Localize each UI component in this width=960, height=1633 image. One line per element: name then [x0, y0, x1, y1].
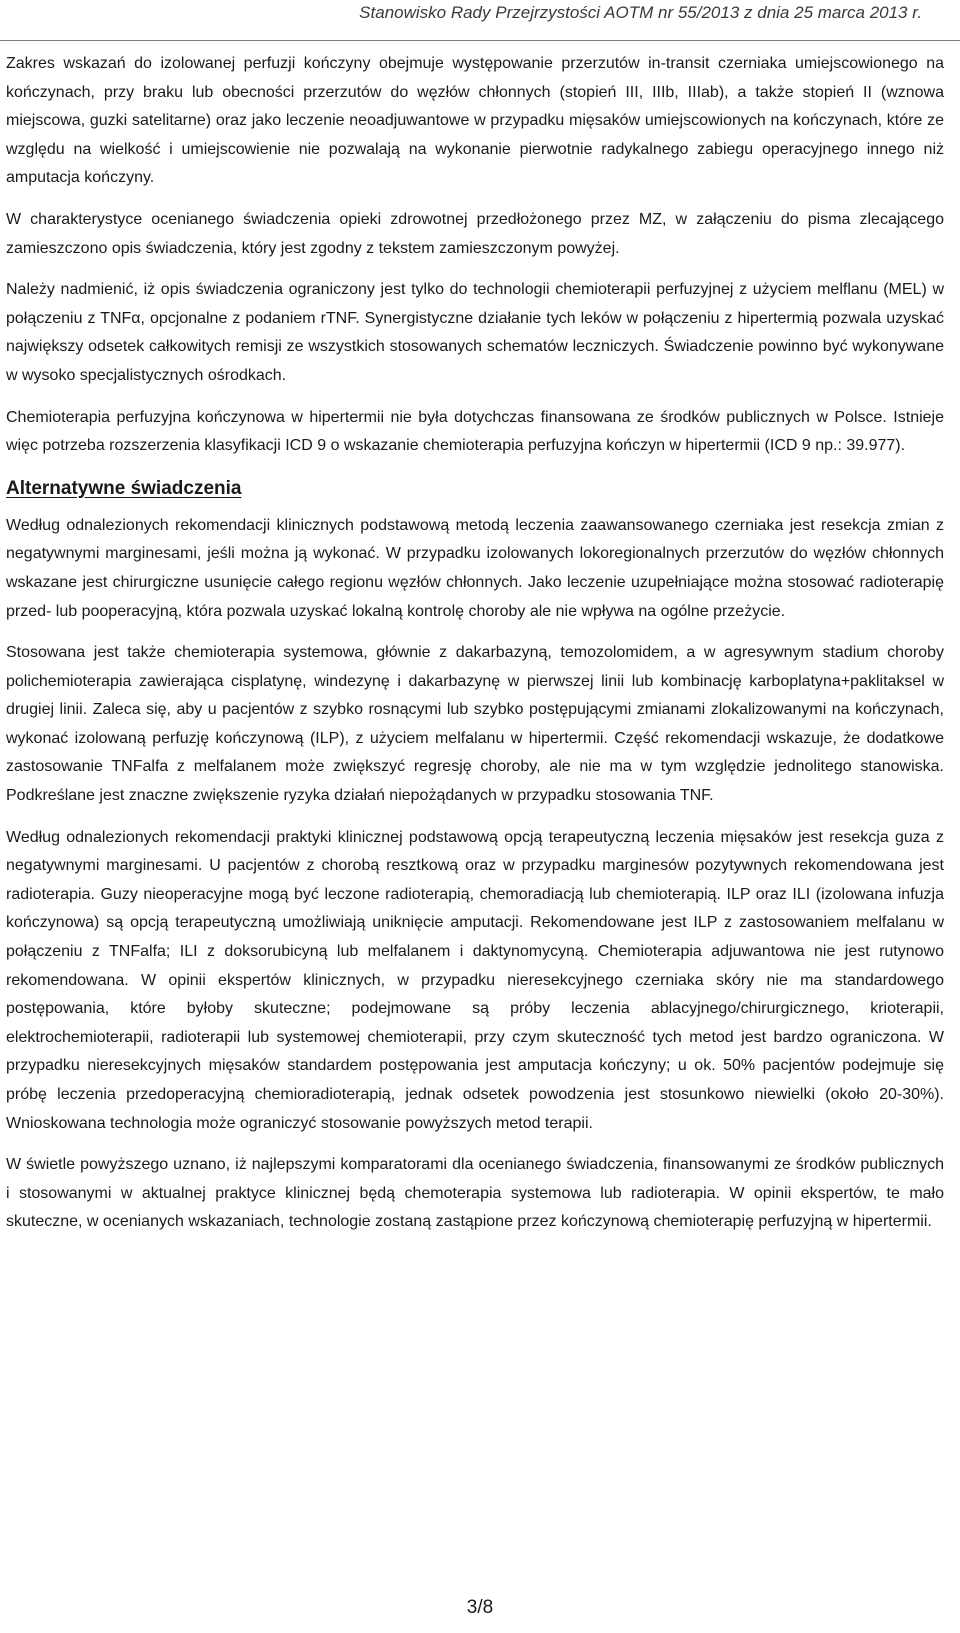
alternatives-section [6, 474, 944, 1237]
page-number: 3/8 [466, 1597, 494, 1618]
section-heading: Alternatywne świadczenia [6, 477, 242, 499]
page-footer [0, 1589, 960, 1633]
page-header [0, 0, 960, 41]
paragraph: Według odnalezionych rekomendacji praktyki klinicznej podstawową opcją terapeutyczną leczenia mięsaków jest resekcja guza z negatywnymi marginesami. U pacjentów z chorobą resztkową oraz w przypadku marginesów pozytywnych rekomendowana jest radioterapia. Guzy nieoperacyjne mogą być leczone radioterapią, chemoradiacją lub chemioterapią. ILP oraz ILI (izolowana infuzja kończynowa) są opcją terapeutyczną umożliwiają uniknięcie amputacji. Rekomendowane jest ILP z zastosowaniem melfalanu w połączeniu z TNFalfa; ILI z doksorubicyną lub melfalanem i daktynomycyną. Chemioterapia adjuwantowa nie jest rutynowo rekomendowana. W opinii ekspertów klinicznych, w przypadku nieresekcyjnego czerniaka skóry nie ma standardowego postępowania, które byłoby skuteczne; podejmowane są próby leczenia ablacyjnego/chirurgicznego, krioterapii, elektrochemioterapii, radioterapii lub systemowej chemioterapii, przy czym skuteczność tych metod jest bardzo ograniczona. W przypadku nieresekcyjnych mięsaków standardem postępowania jest amputacja kończyny; u ok. 50% pacjentów podejmuje się próbę leczenia przedoperacyjną chemioradioterapią, jednak odsetek powodzenia jest stosunkowo niewielki (około 20-30%). Wnioskowana technologia może ograniczyć stosowanie powyższych metod terapii. [6, 828, 944, 1132]
scope-section [6, 50, 944, 461]
paragraph: W świetle powyższego uznano, iż najlepszymi komparatorami dla ocenianego świadczenia, finansowanymi ze środków publicznych i stosowanymi w aktualnej praktyce klinicznej będą chemoterapia systemowa lub radioterapia. W opinii ekspertów, te mało skuteczne, w ocenianych wskazaniach, technologie zostaną zastąpione przez kończynową chemioterapię perfuzyjną w hipertermii. [6, 1156, 944, 1231]
paragraph: Chemioterapia perfuzyjna kończynowa w hipertermii nie była dotychczas finansowana ze środków publicznych w Polsce. Istnieje więc potrzeba rozszerzenia klasyfikacji ICD 9 o wskazanie chemioterapia perfuzyjna kończyn w hipertermii (ICD 9 np.: 39.977). [6, 408, 944, 455]
document-header-title: Stanowisko Rady Przejrzystości AOTM nr 55/2013 z dnia 25 marca 2013 r. [359, 3, 922, 22]
paragraph: Należy nadmienić, iż opis świadczenia ograniczony jest tylko do technologii chemioterapii perfuzyjnej z użyciem melflanu (MEL) w połączeniu z TNFα, opcjonalne z podaniem rTNF. Synergistyczne działanie tych leków w połączeniu z hipertermią pozwala uzyskać największy odsetek całkowitych remisji ze wszystkich stosowanych schematów leczniczych. Świadczenie powinno być wykonywane w wysoko specjalistycznych ośrodkach. [6, 281, 944, 384]
paragraph: Według odnalezionych rekomendacji klinicznych podstawową metodą leczenia zaawansowanego czerniaka jest resekcja zmian z negatywnymi marginesami, jeśli można ją wykonać. W przypadku izolowanych lokoregionalnych przerzutów do węzłów chłonnych wskazane jest chirurgiczne usunięcie całego regionu węzłów chłonnych. Jako leczenie uzupełniające można stosować radioterapię przed- lub pooperacyjną, która pozwala uzyskać lokalną kontrolę choroby ale nie wpływa na ogólne przeżycie. [6, 516, 944, 620]
paragraph: Zakres wskazań do izolowanej perfuzji kończyny obejmuje występowanie przerzutów in-transit czerniaka umiejscowionego na kończynach, przy braku lub obecności przerzutów do węzłów chłonnych (stopień III, IIIb, IIIab), a także stopień II (wznowa miejscowa, guzki satelitarne) oraz jako leczenie neoadjuwantowe w przypadku mięsaków umiejscowionych na kończynach, które ze względu na wielkość i umiejscowienie nie pozwalają na wykonanie pierwotnie radykalnego zabiegu operacyjnego innego niż amputacja kończyny. [6, 55, 944, 187]
paragraph: W charakterystyce ocenianego świadczenia opieki zdrowotnej przedłożonego przez MZ, w załączeniu do pisma zlecającego zamieszczono opis świadczenia, który jest zgodny z tekstem zamieszczonym powyżej. [6, 210, 944, 257]
paragraph: Stosowana jest także chemioterapia systemowa, głównie z dakarbazyną, temozolomidem, a w agresywnym stadium choroby polichemioterapia zawierająca cisplatynę, windezynę i dakarbazynę w pierwszej linii lub kombinację karboplatyna+paklitaksel w drugiej linii. Zaleca się, aby u pacjentów z szybko rosnącymi lub szybko postępującymi zmianami zlokalizowanymi na kończynach, wykonać izolowaną perfuzję kończynową (ILP), z użyciem melfalanu w hipertermii. Część rekomendacji wskazuje, że dodatkowe zastosowanie TNFalfa z melfalanem może zwiększyć regresję choroby, ale nie ma w tym względzie jednolitego stanowiska. Podkreślane jest znaczne zwiększenie ryzyka działań niepożądanych w przypadku stosowania TNF. [6, 644, 944, 805]
document-body [6, 50, 944, 1250]
